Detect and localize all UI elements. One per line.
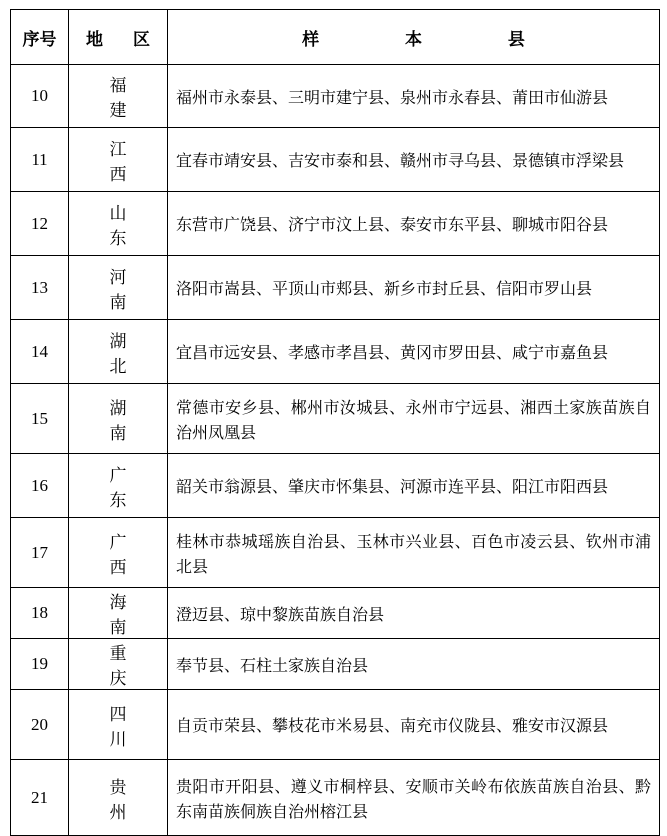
table-row bbox=[11, 384, 660, 454]
table-row bbox=[11, 454, 660, 518]
row-counties: 奉节县、石柱土家族自治县 bbox=[168, 639, 660, 690]
table-row bbox=[11, 518, 660, 588]
row-region: 海 南 bbox=[69, 588, 168, 639]
row-counties: 洛阳市嵩县、平顶山市郏县、新乡市封丘县、信阳市罗山县 bbox=[168, 256, 660, 320]
row-region: 贵 州 bbox=[69, 760, 168, 836]
row-num: 21 bbox=[11, 760, 69, 836]
table-row bbox=[11, 320, 660, 384]
row-region: 重 庆 bbox=[69, 639, 168, 690]
row-region: 广 西 bbox=[69, 518, 168, 588]
row-region: 福 建 bbox=[69, 65, 168, 128]
table-row bbox=[11, 588, 660, 639]
row-counties: 宜春市靖安县、吉安市泰和县、赣州市寻乌县、景德镇市浮梁县 bbox=[168, 128, 660, 192]
row-num: 10 bbox=[11, 65, 69, 128]
row-num: 20 bbox=[11, 690, 69, 760]
header-region: 地 区 bbox=[69, 10, 168, 65]
table-row bbox=[11, 65, 660, 128]
row-num: 12 bbox=[11, 192, 69, 256]
table-row bbox=[11, 256, 660, 320]
row-counties: 福州市永泰县、三明市建宁县、泉州市永春县、莆田市仙游县 bbox=[168, 65, 660, 128]
header-num: 序号 bbox=[11, 10, 69, 65]
row-num: 16 bbox=[11, 454, 69, 518]
row-num: 13 bbox=[11, 256, 69, 320]
sample-county-table bbox=[10, 9, 660, 836]
row-region: 广 东 bbox=[69, 454, 168, 518]
row-region: 湖 南 bbox=[69, 384, 168, 454]
row-counties: 自贡市荣县、攀枝花市米易县、南充市仪陇县、雅安市汉源县 bbox=[168, 690, 660, 760]
table-header-row bbox=[11, 10, 660, 65]
header-counties: 样 本 县 bbox=[168, 10, 660, 65]
row-counties: 东营市广饶县、济宁市汶上县、泰安市东平县、聊城市阳谷县 bbox=[168, 192, 660, 256]
row-counties: 韶关市翁源县、肇庆市怀集县、河源市连平县、阳江市阳西县 bbox=[168, 454, 660, 518]
table-row bbox=[11, 128, 660, 192]
table-row bbox=[11, 639, 660, 690]
row-num: 18 bbox=[11, 588, 69, 639]
row-region: 江 西 bbox=[69, 128, 168, 192]
row-region: 河 南 bbox=[69, 256, 168, 320]
row-region: 四 川 bbox=[69, 690, 168, 760]
row-num: 14 bbox=[11, 320, 69, 384]
row-region: 湖 北 bbox=[69, 320, 168, 384]
row-counties: 常德市安乡县、郴州市汝城县、永州市宁远县、湘西土家族苗族自治州凤凰县 bbox=[168, 384, 660, 454]
row-num: 19 bbox=[11, 639, 69, 690]
table-row bbox=[11, 192, 660, 256]
row-region: 山 东 bbox=[69, 192, 168, 256]
table-row bbox=[11, 690, 660, 760]
row-num: 17 bbox=[11, 518, 69, 588]
row-counties: 贵阳市开阳县、遵义市桐梓县、安顺市关岭布依族苗族自治县、黔东南苗族侗族自治州榕江县 bbox=[168, 760, 660, 836]
row-counties: 澄迈县、琼中黎族苗族自治县 bbox=[168, 588, 660, 639]
row-num: 15 bbox=[11, 384, 69, 454]
row-counties: 桂林市恭城瑶族自治县、玉林市兴业县、百色市凌云县、钦州市浦北县 bbox=[168, 518, 660, 588]
row-num: 11 bbox=[11, 128, 69, 192]
row-counties: 宜昌市远安县、孝感市孝昌县、黄冈市罗田县、咸宁市嘉鱼县 bbox=[168, 320, 660, 384]
table-row bbox=[11, 760, 660, 836]
